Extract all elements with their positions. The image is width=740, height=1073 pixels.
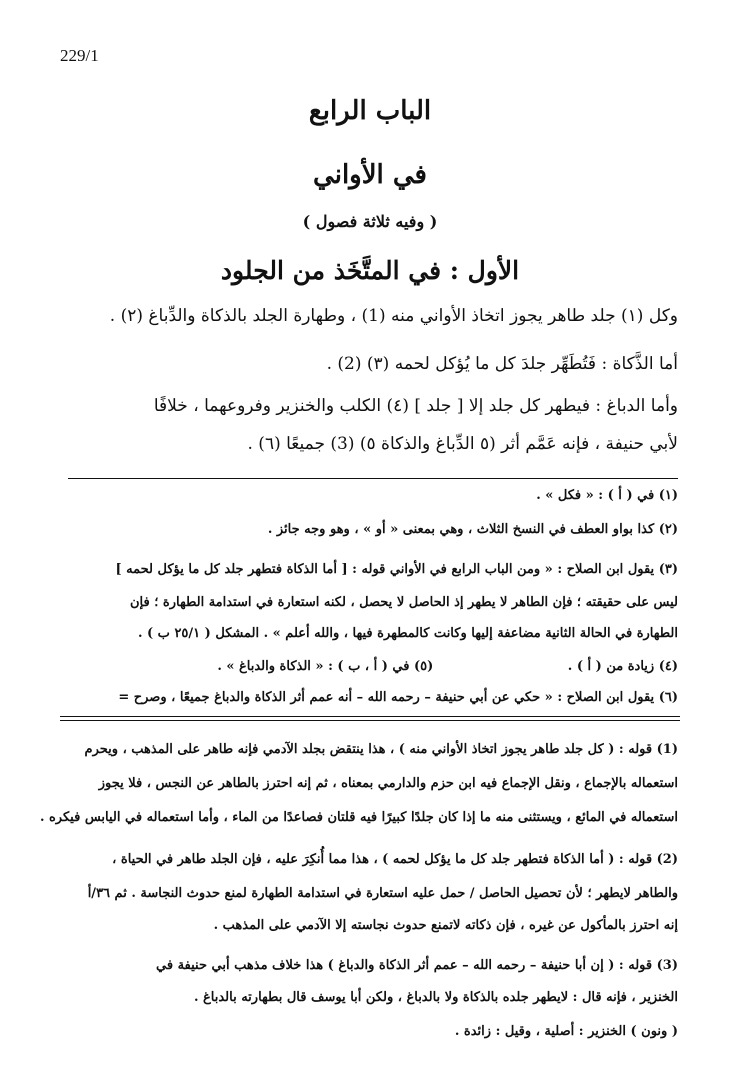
commentary-line: (1) قوله : ( كل جلد طاهر يجوز اتخاذ الأواني منه ) ، هذا ينتقض بجلد الآدمي فإنه طاهر على المذهب ، ويحرم <box>84 742 678 757</box>
main-text-line: أما الذَّكاة : فَتُطَهِّر جلدَ كل ما يُؤكل لحمه (٣) (2) . <box>326 354 678 374</box>
chapter-heading: الباب الرابع <box>308 96 432 126</box>
commentary-line: استعماله في المائع ، ويستثنى منه ما إذا كان جلدًا كبيرًا فيه قلتان فصاعدًا من الماء ، وأما استعماله في اليابس فيكره . <box>39 810 678 825</box>
footnote-divider <box>68 478 678 479</box>
footnote-line: (١) في ( أ ) : « فكل » . <box>536 488 678 503</box>
commentary-line: والطاهر لايطهر ؛ لأن تحصيل الحاصل / حمل عليه استعارة في استدامة الطهارة لمنع حدوث النجاسة . ثم ٣٦/أ <box>87 886 678 901</box>
main-text-line: وأما الدباغ : فيطهر كل جلد إلا [ جلد ] (٤) الكلب والخنزير وفروعهما ، خلافًا <box>153 396 678 416</box>
section-heading: الأول : في المتَّخَذ من الجلود <box>220 256 520 285</box>
footnote-line: (٢) كذا بواو العطف في النسخ الثلاث ، وهي بمعنى « أو » ، وهو وجه جائز . <box>267 522 678 537</box>
footnote-pair <box>58 659 678 674</box>
footnote-line: (٣) يقول ابن الصلاح : « ومن الباب الرابع في الأواني قوله : [ أما الذكاة فتطهر جلد كل ما يؤكل لحمه ] <box>115 562 678 577</box>
footnote-5: (٥) في ( أ ، ب ) : « الذكاة والدباغ » . <box>217 659 434 674</box>
commentary-line: ( ونون ) الخنزير : أصلية ، وقيل : زائدة . <box>454 1024 678 1039</box>
footnote-line: الطهارة في الحالة الثانية مضاعفة إليها وكانت كالمطهرة فيها ، والله أعلم » . المشكل ( ٢٥/١ ب ) . <box>137 626 678 641</box>
commentary-line: الخنزير ، فإنه قال : لايطهر جلده بالذكاة ولا بالدباغ ، ولكن أبا يوسف قال بطهارته بالدباغ . <box>193 990 678 1005</box>
commentary-line: استعماله بالإجماع ، ونقل الإجماع فيه ابن حزم والدارمي بمعناه ، ثم إنه احترز بالطاهر عن النجس ، فلا يجوز <box>98 776 678 791</box>
footnote-4: (٤) زيادة من ( أ ) . <box>567 659 678 674</box>
footnote-line: ليس على حقيقته ؛ فإن الطاهر لا يطهر إذ الحاصل لا يحصل ، لكنه استعارة في استدامة الطهارة ؛ فإن <box>130 595 678 610</box>
footnote-line: (٦) يقول ابن الصلاح : « حكي عن أبي حنيفة – رحمه الله – أنه عمم أثر الذكاة والدباغ جميعًا ، وصرح = <box>118 690 678 705</box>
sections-note: ( وفيه ثلاثة فصول ) <box>302 212 438 231</box>
commentary-line: إنه احترز بالمأكول عن غيره ، فإن ذكاته لاتمنع حدوث نجاسته إلا الآدمي على المذهب . <box>213 918 678 933</box>
commentary-divider-top <box>60 716 680 717</box>
subject-heading: في الأواني <box>313 160 427 190</box>
main-text-line: وكل (١) جلد طاهر يجوز اتخاذ الأواني منه (1) ، وطهارة الجلد بالذكاة والدِّباغ (٢) . <box>109 306 678 326</box>
commentary-divider-bottom <box>60 720 680 721</box>
commentary-line: (3) قوله : ( إن أبا حنيفة – رحمه الله – عمم أثر الذكاة والدباغ ) هذا خلاف مذهب أبي حنيفة في <box>156 958 678 973</box>
commentary-line: (2) قوله : ( أما الذكاة فتطهر جلد كل ما يؤكل لحمه ) ، هذا مما أُنكِرَ عليه ، فإن الجلد طاهر في الحياة ، <box>112 852 678 867</box>
main-text-line: لأبي حنيفة ، فإنه عَمَّم أثر (٥ الدِّباغ والذكاة ٥) (3) جميعًا (٦) . <box>247 434 678 454</box>
page-number: 229/1 <box>60 46 99 65</box>
